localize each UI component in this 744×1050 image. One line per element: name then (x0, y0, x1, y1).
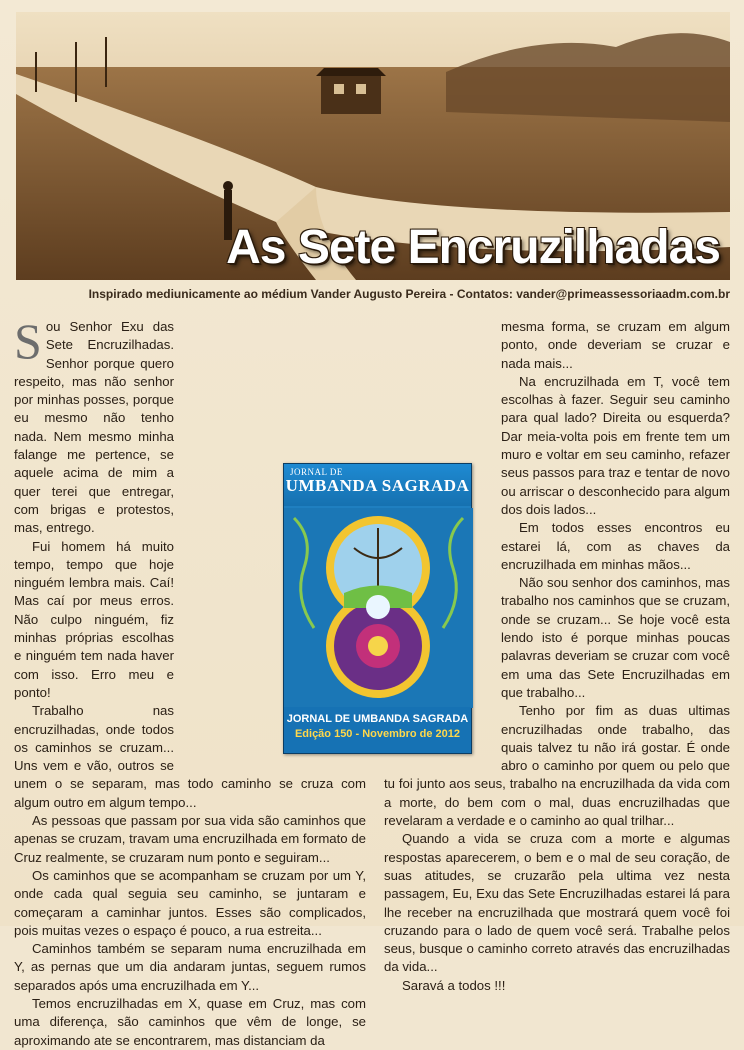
paragraph: As pessoas que passam por sua vida são caminhos que apenas se cruzam, travam uma encruzilhada em formato de Cruz realmente, se cruzaram num ponto e seguiram... (14, 813, 366, 865)
cover-journal-small: JORNAL DE (290, 467, 343, 477)
paragraph: Caminhos também se separam numa encruzilhada em Y, as pernas que um dia andaram juntas, seguem rumos separados após uma encruzilhada em Y... (14, 941, 366, 993)
drop-cap: S (14, 313, 42, 369)
paragraph: Saravá a todos !!! (402, 977, 506, 993)
article-title: As Sete Encruzilhadas (226, 221, 720, 274)
paragraph: Trabalho nas encruzilhadas, onde todos os caminhos se cruzam... Uns vem e vão, outros se unem o se separam, mas todo caminho se cruza com algum outro em algum tempo... (14, 703, 366, 810)
cover-footer (284, 707, 471, 753)
cover-edition: Edição 150 - Novembro de 2012 (294, 728, 461, 740)
paragraph: Temos encruzilhadas em X, quase em Cruz, mas com uma diferença, são caminhos que vêm de longe, se aproximando ate se encontrarem, mas distanciam da (14, 995, 366, 1048)
cover-artwork (284, 508, 473, 708)
journal-cover (283, 463, 472, 754)
paragraph: ou Senhor Exu das Sete Encruzilhadas. Senhor porque quero respeito, mas não senhor por minhas posses, porque eu mesmo não tenho nada. Nem mesmo minha falange me pertence, se aquele acima de mim a quer terei que entregar, com brigas e protestos, mas, entrego. (14, 319, 174, 536)
paragraph: Na encruzilhada em T, você tem escolhas à fazer. Seguir seu caminho para qual lado? Direita ou esquerda? Dar meia-volta pois em frente tem um muro e voltar em seu caminho, refazer seus passos para traz e tentar de novo ou arriscar o desconhecido para algum dos dois lados... (501, 373, 730, 517)
cover-footer-title: JORNAL DE UMBANDA SAGRADA (286, 713, 469, 725)
cover-journal-title: UMBANDA SAGRADA (285, 476, 470, 495)
paragraph: Não sou senhor dos caminhos, mas trabalho nos caminhos que se cruzam, onde se cruzam... Se hoje você esta lendo isto é porque minhas poucas palavras deveriam se cruzar com você em uma das Sete Encruzilhadas em que trabalho... (501, 575, 730, 700)
header-banner-image (16, 12, 730, 280)
paragraph: Tenho por fim as duas ultimas encruzilhadas onde trabalho, das quais talvez tu não irá gostar. É onde abro o caminho por quem ou pelo que tu foi junto aos seus, trabalho na encruzilhada da vida com a morte, do bem com o mal, duas encruzilhadas que revelaram a verdade e o caminho ao qual trilhar... (384, 703, 730, 829)
paragraph: Os caminhos que se acompanham se cruzam por um Y, onde cada qual seguia seu caminho, se juntaram e começaram a caminhar juntos. Esses são complicados, pois muitas vezes o espaço é pouco, a rua estreita... (14, 867, 366, 938)
cover-masthead (284, 464, 471, 506)
paragraph: Quando a vida se cruza com a morte e algumas respostas aparecerem, o bem e o mal de seu coração, de suas atitudes, se cruzarão pela ultima vez nesta passagem, Eu, Exu das Sete Encruzilhadas estarei lá para lhe receber na encruzilhada que mostrará quem você foi cruzando para o lado de quem você será. Trabalhe pelos seus, busque o caminho correto através das encruzilhadas da vida... (384, 831, 730, 975)
paragraph: Em todos esses encontros eu estarei lá, com as chaves da encruzilhada em minhas mãos... (501, 520, 730, 572)
paragraph: Fui homem há muito tempo, tempo que hoje ninguém lembra mais. Caí! Mas caí por meus erros. Não culpo ninguém, fiz minhas próprias escolhas e ninguém tem nada haver com isso. Erro meu e ponto! (14, 538, 174, 700)
article-byline: Inspirado mediunicamente ao médium Vander Augusto Pereira - Contatos: vander@primeassessoriaadm.com.br (88, 287, 730, 301)
paragraph: mesma forma, se cruzam em algum ponto, onde deveriam se cruzar e nada mais... (501, 319, 730, 371)
